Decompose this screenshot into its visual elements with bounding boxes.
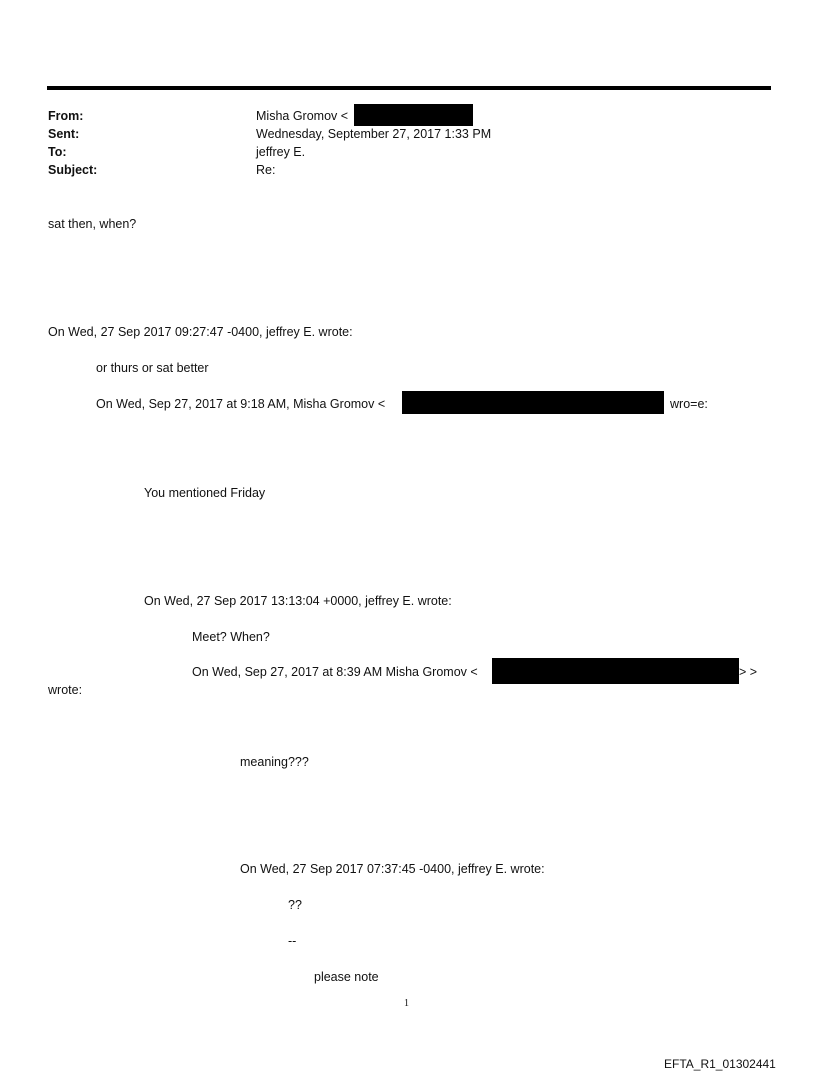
quote-header: On Wed, 27 Sep 2017 07:37:45 -0400, jeffrey E. wrote: xyxy=(240,862,545,876)
sent-value: Wednesday, September 27, 2017 1:33 PM xyxy=(256,127,492,141)
from-label: From: xyxy=(48,109,84,123)
from-value: Misha Gromov < xyxy=(256,109,349,123)
to-value: jeffrey E. xyxy=(256,145,306,159)
quote-header-tail: wro=e: xyxy=(670,397,708,411)
header-rule xyxy=(47,86,771,90)
subject-label: Subject: xyxy=(48,163,98,177)
document-id: EFTA_R1_01302441 xyxy=(664,1057,776,1071)
body-line: or thurs or sat better xyxy=(96,361,209,375)
quote-header: On Wed, 27 Sep 2017 13:13:04 +0000, jeffrey E. wrote: xyxy=(144,594,452,608)
body-line: meaning??? xyxy=(240,755,309,769)
redaction-box xyxy=(492,658,739,684)
quote-header-wrap: wrote: xyxy=(48,683,83,697)
quote-header: On Wed, Sep 27, 2017 at 9:18 AM, Misha Gromov < xyxy=(96,397,386,411)
quote-header-tail: > > xyxy=(739,665,758,679)
body-line: Meet? When? xyxy=(192,630,270,644)
body-line: please note xyxy=(314,970,379,984)
body-line: You mentioned Friday xyxy=(144,486,266,500)
quote-header: On Wed, 27 Sep 2017 09:27:47 -0400, jeffrey E. wrote: xyxy=(48,325,353,339)
redaction-box xyxy=(354,104,473,126)
quote-header: On Wed, Sep 27, 2017 at 8:39 AM Misha Gromov < xyxy=(192,665,478,679)
page-number: 1 xyxy=(404,998,409,1009)
body-line: ?? xyxy=(288,898,302,912)
redaction-box xyxy=(402,391,664,414)
body-line: -- xyxy=(288,934,297,948)
body-line: sat then, when? xyxy=(48,217,137,231)
sent-label: Sent: xyxy=(48,127,80,141)
subject-value: Re: xyxy=(256,163,276,177)
to-label: To: xyxy=(48,145,67,159)
